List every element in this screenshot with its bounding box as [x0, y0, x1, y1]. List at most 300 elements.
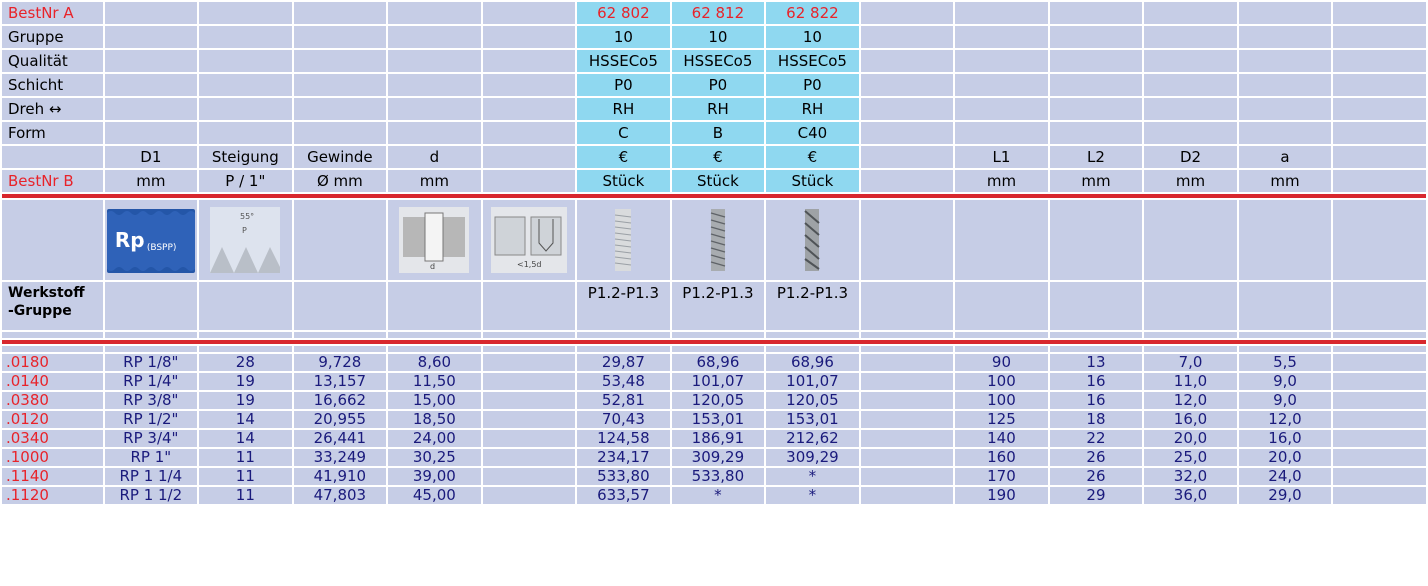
cell-d1: RP 1/4": [105, 373, 198, 390]
col-steigung-name: Steigung: [199, 146, 292, 168]
empty-cell: [483, 354, 576, 371]
bestnr-b-label: BestNr B: [2, 170, 103, 192]
cell-p2: 153,01: [672, 411, 765, 428]
cell-p2: 68,96: [672, 354, 765, 371]
cell-p3: 153,01: [766, 411, 859, 428]
cell-l1: 190: [955, 487, 1048, 504]
cell-steigung: 11: [199, 468, 292, 485]
empty-cell: [199, 282, 292, 330]
cell-l2: 26: [1050, 468, 1143, 485]
cell-l1: 100: [955, 373, 1048, 390]
empty-cell: [1144, 332, 1237, 338]
empty-cell: [1239, 332, 1332, 338]
article-3-unit: Stück: [766, 170, 859, 192]
row-form: [2, 122, 1426, 144]
gruppe-label: Gruppe: [2, 26, 103, 48]
cell-l1: 170: [955, 468, 1048, 485]
article-3-gruppe: 10: [766, 26, 859, 48]
dreh-label: Dreh ↔: [2, 98, 103, 120]
empty-cell: [105, 282, 198, 330]
empty-cell: [1239, 98, 1332, 120]
empty-cell: [1144, 2, 1237, 24]
empty-cell: [199, 98, 292, 120]
article-2-dreh: RH: [672, 98, 765, 120]
cell-p3: *: [766, 487, 859, 504]
empty-cell: [861, 449, 954, 466]
drill-hole-icon: [399, 207, 469, 273]
empty-cell: [1144, 200, 1237, 280]
blind-hole-icon: [491, 207, 567, 273]
empty-cell: [1239, 346, 1332, 352]
rp-logo-text: Rp: [114, 228, 145, 252]
bestnr-a-label: BestNr A: [2, 2, 103, 24]
cell-l1: 140: [955, 430, 1048, 447]
article-1-dreh: RH: [577, 98, 670, 120]
red-divider: [2, 194, 1426, 198]
table-row: [2, 354, 1426, 371]
empty-cell: [1144, 74, 1237, 96]
empty-cell: [483, 122, 576, 144]
empty-cell: [861, 26, 954, 48]
rp-logo-sub: (BSPP): [146, 243, 177, 253]
empty-cell: [483, 170, 576, 192]
empty-cell: [483, 392, 576, 409]
empty-cell: [955, 346, 1048, 352]
empty-cell: [861, 146, 954, 168]
cell-p1: 70,43: [577, 411, 670, 428]
cell-l1: 90: [955, 354, 1048, 371]
cell-steigung: 14: [199, 430, 292, 447]
empty-cell: [294, 2, 387, 24]
cell-l2: 16: [1050, 392, 1143, 409]
empty-cell: [1144, 50, 1237, 72]
empty-cell: [294, 98, 387, 120]
empty-cell: [955, 200, 1048, 280]
cell-p1: 633,57: [577, 487, 670, 504]
cell-gewinde: 33,249: [294, 449, 387, 466]
empty-cell: [483, 74, 576, 96]
article-3-schicht: P0: [766, 74, 859, 96]
table-row: [2, 468, 1426, 485]
empty-cell: [1333, 282, 1426, 330]
empty-cell: [955, 26, 1048, 48]
cell-l2: 16: [1050, 373, 1143, 390]
empty-cell: [766, 332, 859, 338]
empty-cell: [1333, 354, 1426, 371]
cell-a: 24,0: [1239, 468, 1332, 485]
svg-text:55°: 55°: [240, 212, 255, 221]
col-l2-unit: mm: [1050, 170, 1143, 192]
empty-cell: [2, 200, 103, 280]
table-row: [2, 449, 1426, 466]
empty-cell: [483, 50, 576, 72]
cell-gewinde: 9,728: [294, 354, 387, 371]
article-3-form: C40: [766, 122, 859, 144]
row-dreh: [2, 98, 1426, 120]
empty-cell: [1050, 2, 1143, 24]
empty-cell: [483, 146, 576, 168]
article-3-currency: €: [766, 146, 859, 168]
empty-cell: [483, 411, 576, 428]
empty-cell: [955, 74, 1048, 96]
cell-p2: *: [672, 487, 765, 504]
tap-form-c40-icon: [792, 207, 832, 273]
empty-cell: [1050, 282, 1143, 330]
article-1-currency: €: [577, 146, 670, 168]
cell-d1: RP 1 1/2: [105, 487, 198, 504]
table-row: [2, 411, 1426, 428]
empty-cell: [199, 122, 292, 144]
empty-cell: [1333, 373, 1426, 390]
empty-cell: [672, 332, 765, 338]
empty-cell: [1333, 332, 1426, 338]
empty-cell: [1333, 170, 1426, 192]
row-gruppe: [2, 26, 1426, 48]
cell-a: 9,0: [1239, 373, 1332, 390]
article-2-werkstoff: P1.2-P1.3: [672, 282, 765, 330]
table-row: [2, 373, 1426, 390]
article-2-gruppe: 10: [672, 26, 765, 48]
empty-cell: [105, 74, 198, 96]
cell-a: 9,0: [1239, 392, 1332, 409]
row-schicht: [2, 74, 1426, 96]
cell-p2: 533,80: [672, 468, 765, 485]
cell-p1: 124,58: [577, 430, 670, 447]
cell-a: 20,0: [1239, 449, 1332, 466]
cell-d2: 11,0: [1144, 373, 1237, 390]
row-images: [2, 200, 1426, 280]
col-gewinde-unit: Ø mm: [294, 170, 387, 192]
empty-cell: [105, 26, 198, 48]
cell-p2: 186,91: [672, 430, 765, 447]
cell-p1: 234,17: [577, 449, 670, 466]
empty-cell: [1239, 200, 1332, 280]
empty-cell: [388, 2, 481, 24]
cell-p2: 120,05: [672, 392, 765, 409]
row-column-names: [2, 146, 1426, 168]
cell-d2: 12,0: [1144, 392, 1237, 409]
empty-cell: [1050, 74, 1143, 96]
empty-cell: [388, 50, 481, 72]
cell-gewinde: 16,662: [294, 392, 387, 409]
empty-cell: [861, 332, 954, 338]
cell-d: 45,00: [388, 487, 481, 504]
empty-cell: [861, 170, 954, 192]
empty-cell: [105, 122, 198, 144]
cell-gewinde: 41,910: [294, 468, 387, 485]
empty-cell: [294, 122, 387, 144]
col-l2-name: L2: [1050, 146, 1143, 168]
cell-l2: 13: [1050, 354, 1143, 371]
empty-cell: [294, 50, 387, 72]
empty-cell: [388, 122, 481, 144]
thread-profile-icon: [210, 207, 280, 273]
svg-text:<1,5d: <1,5d: [516, 260, 542, 269]
empty-cell: [199, 332, 292, 338]
row-qualitaet: [2, 50, 1426, 72]
cell-p1: 53,48: [577, 373, 670, 390]
empty-cell: [2, 146, 103, 168]
tap-form-b-icon: [698, 207, 738, 273]
empty-cell: [1050, 98, 1143, 120]
cell-steigung: 11: [199, 487, 292, 504]
cell-d2: 36,0: [1144, 487, 1237, 504]
empty-cell: [861, 74, 954, 96]
empty-cell: [1239, 26, 1332, 48]
cell-p3: *: [766, 468, 859, 485]
col-d-unit: mm: [388, 170, 481, 192]
order-code: .1140: [2, 468, 103, 485]
article-2-unit: Stück: [672, 170, 765, 192]
order-code: .1120: [2, 487, 103, 504]
col-l1-unit: mm: [955, 170, 1048, 192]
empty-cell: [105, 332, 198, 338]
empty-cell: [766, 346, 859, 352]
empty-cell: [1333, 430, 1426, 447]
empty-cell: [861, 430, 954, 447]
cell-d2: 20,0: [1144, 430, 1237, 447]
col-gewinde-name: Gewinde: [294, 146, 387, 168]
empty-cell: [483, 430, 576, 447]
empty-cell: [955, 50, 1048, 72]
empty-cell: [955, 332, 1048, 338]
cell-a: 12,0: [1239, 411, 1332, 428]
article-3-qualitaet: HSSECo5: [766, 50, 859, 72]
cell-d: 30,25: [388, 449, 481, 466]
empty-cell: [955, 98, 1048, 120]
empty-cell: [1239, 282, 1332, 330]
cell-d: 39,00: [388, 468, 481, 485]
order-code: .0180: [2, 354, 103, 371]
empty-cell: [1144, 26, 1237, 48]
cell-l2: 29: [1050, 487, 1143, 504]
separator-bottom: [2, 340, 1426, 344]
empty-cell: [1333, 411, 1426, 428]
empty-cell: [483, 346, 576, 352]
empty-cell: [861, 411, 954, 428]
empty-cell: [1333, 487, 1426, 504]
empty-cell: [861, 2, 954, 24]
empty-cell: [199, 346, 292, 352]
empty-cell: [861, 373, 954, 390]
col-a-name: a: [1239, 146, 1332, 168]
row-gap: [2, 332, 1426, 338]
empty-cell: [1333, 26, 1426, 48]
empty-cell: [1333, 2, 1426, 24]
table-row: [2, 392, 1426, 409]
empty-cell: [483, 487, 576, 504]
article-3-werkstoff: P1.2-P1.3: [766, 282, 859, 330]
empty-cell: [105, 2, 198, 24]
empty-cell: [483, 449, 576, 466]
cell-d1: RP 1/8": [105, 354, 198, 371]
empty-cell: [1050, 346, 1143, 352]
empty-cell: [1144, 282, 1237, 330]
article-3-dreh: RH: [766, 98, 859, 120]
row-bestnr-a: [2, 2, 1426, 24]
cell-steigung: 19: [199, 373, 292, 390]
col-a-unit: mm: [1239, 170, 1332, 192]
empty-cell: [294, 200, 387, 280]
empty-cell: [1333, 50, 1426, 72]
empty-cell: [955, 2, 1048, 24]
cell-l1: 100: [955, 392, 1048, 409]
empty-cell: [388, 346, 481, 352]
empty-cell: [861, 468, 954, 485]
cell-d2: 16,0: [1144, 411, 1237, 428]
empty-cell: [861, 122, 954, 144]
empty-cell: [861, 354, 954, 371]
empty-cell: [388, 74, 481, 96]
cell-gewinde: 47,803: [294, 487, 387, 504]
empty-cell: [861, 98, 954, 120]
empty-cell: [672, 346, 765, 352]
row-werkstoff: [2, 282, 1426, 330]
empty-cell: [1050, 26, 1143, 48]
article-1-unit: Stück: [577, 170, 670, 192]
order-code: .1000: [2, 449, 103, 466]
empty-cell: [861, 392, 954, 409]
werkstoff-label-text: Werkstoff -Gruppe: [8, 285, 85, 319]
empty-cell: [199, 26, 292, 48]
empty-cell: [1333, 346, 1426, 352]
order-code: .0140: [2, 373, 103, 390]
empty-cell: [199, 50, 292, 72]
cell-d1: RP 3/4": [105, 430, 198, 447]
empty-cell: [483, 98, 576, 120]
empty-cell: [105, 98, 198, 120]
empty-cell: [388, 282, 481, 330]
blind-hole-diagram: [483, 200, 576, 280]
cell-l2: 22: [1050, 430, 1143, 447]
empty-cell: [294, 26, 387, 48]
article-1-nr: 62 802: [577, 2, 670, 24]
col-steigung-unit: P / 1": [199, 170, 292, 192]
empty-cell: [388, 332, 481, 338]
article-2-qualitaet: HSSECo5: [672, 50, 765, 72]
empty-cell: [2, 332, 103, 338]
cell-p1: 29,87: [577, 354, 670, 371]
svg-text:d: d: [430, 262, 436, 271]
empty-cell: [955, 122, 1048, 144]
row-gap: [2, 346, 1426, 352]
cell-gewinde: 20,955: [294, 411, 387, 428]
schicht-label: Schicht: [2, 74, 103, 96]
cell-steigung: 19: [199, 392, 292, 409]
article-1-schicht: P0: [577, 74, 670, 96]
row-bestnr-b: [2, 170, 1426, 192]
rp-logo-badge: [107, 209, 195, 273]
cell-p2: 309,29: [672, 449, 765, 466]
empty-cell: [483, 332, 576, 338]
empty-cell: [199, 2, 292, 24]
through-hole-diagram: [388, 200, 481, 280]
empty-cell: [955, 282, 1048, 330]
cell-d1: RP 3/8": [105, 392, 198, 409]
empty-cell: [1144, 346, 1237, 352]
empty-cell: [577, 346, 670, 352]
empty-cell: [483, 468, 576, 485]
empty-cell: [294, 74, 387, 96]
cell-steigung: 28: [199, 354, 292, 371]
svg-text:P: P: [242, 226, 248, 235]
cell-l2: 18: [1050, 411, 1143, 428]
tap-image-2: [672, 200, 765, 280]
cell-steigung: 14: [199, 411, 292, 428]
order-code: .0120: [2, 411, 103, 428]
empty-cell: [1333, 468, 1426, 485]
cell-gewinde: 13,157: [294, 373, 387, 390]
empty-cell: [1239, 2, 1332, 24]
cell-p1: 52,81: [577, 392, 670, 409]
empty-cell: [483, 2, 576, 24]
empty-cell: [861, 346, 954, 352]
empty-cell: [1144, 122, 1237, 144]
cell-a: 5,5: [1239, 354, 1332, 371]
empty-cell: [1333, 200, 1426, 280]
empty-cell: [1239, 122, 1332, 144]
tap-image-1: [577, 200, 670, 280]
tap-image-3: [766, 200, 859, 280]
cell-d: 24,00: [388, 430, 481, 447]
cell-d1: RP 1": [105, 449, 198, 466]
article-2-nr: 62 812: [672, 2, 765, 24]
article-2-schicht: P0: [672, 74, 765, 96]
empty-cell: [1333, 449, 1426, 466]
empty-cell: [861, 50, 954, 72]
empty-cell: [1239, 74, 1332, 96]
empty-cell: [1050, 200, 1143, 280]
empty-cell: [483, 26, 576, 48]
empty-cell: [388, 98, 481, 120]
empty-cell: [199, 74, 292, 96]
cell-d: 18,50: [388, 411, 481, 428]
form-label: Form: [2, 122, 103, 144]
empty-cell: [483, 282, 576, 330]
empty-cell: [294, 282, 387, 330]
cell-l2: 26: [1050, 449, 1143, 466]
qualitaet-label: Qualität: [2, 50, 103, 72]
cell-l1: 160: [955, 449, 1048, 466]
cell-gewinde: 26,441: [294, 430, 387, 447]
table-row: [2, 430, 1426, 447]
col-l1-name: L1: [955, 146, 1048, 168]
cell-d1: RP 1 1/4: [105, 468, 198, 485]
article-3-nr: 62 822: [766, 2, 859, 24]
empty-cell: [1050, 122, 1143, 144]
thread-angle-diagram: [199, 200, 292, 280]
col-d2-name: D2: [1144, 146, 1237, 168]
cell-d: 11,50: [388, 373, 481, 390]
col-d-name: d: [388, 146, 481, 168]
empty-cell: [861, 282, 954, 330]
cell-steigung: 11: [199, 449, 292, 466]
empty-cell: [483, 373, 576, 390]
empty-cell: [1144, 98, 1237, 120]
empty-cell: [388, 26, 481, 48]
empty-cell: [861, 487, 954, 504]
article-1-gruppe: 10: [577, 26, 670, 48]
col-d1-unit: mm: [105, 170, 198, 192]
cell-p3: 101,07: [766, 373, 859, 390]
empty-cell: [1333, 74, 1426, 96]
col-d1-name: D1: [105, 146, 198, 168]
article-1-form: C: [577, 122, 670, 144]
red-divider: [2, 340, 1426, 344]
cell-p3: 212,62: [766, 430, 859, 447]
empty-cell: [1050, 50, 1143, 72]
empty-cell: [1050, 332, 1143, 338]
